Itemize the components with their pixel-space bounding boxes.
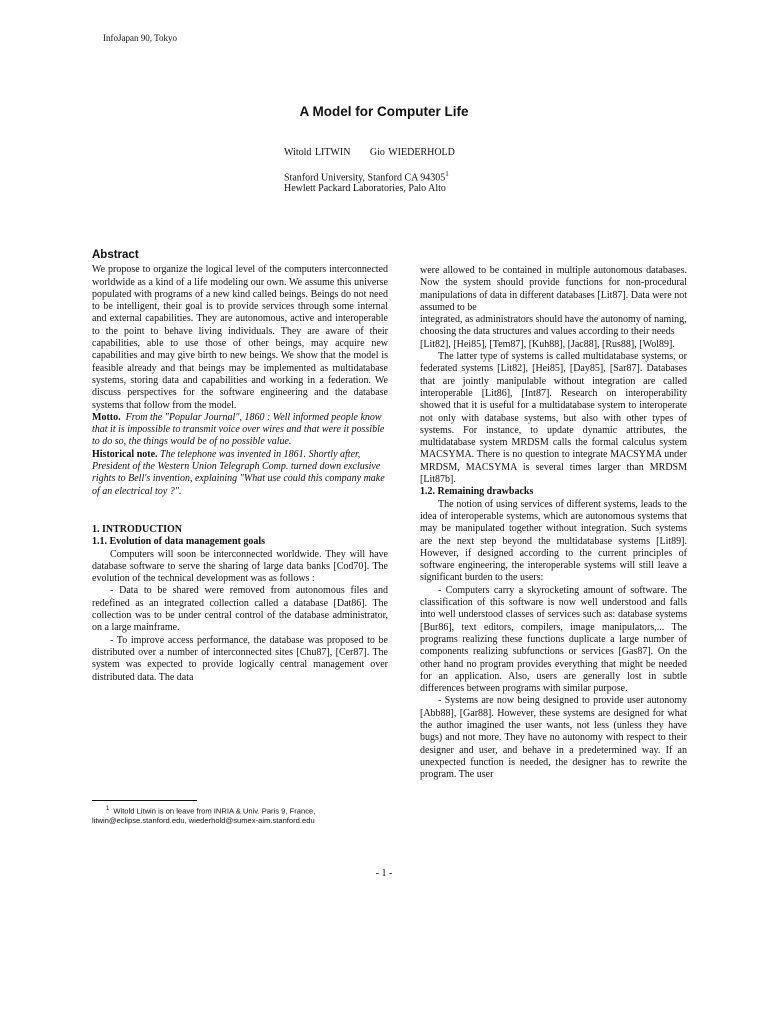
body-paragraph: The latter type of systems is called multidatabase systems, or federated systems [Lit82], [Hei85], [Day85], [Sar87]. Databases that are jointly manipulable without integration are called interoperable [Lit86], [Int87]. Research on interoperability showed that it is useful for a multidatabase system to interoperate not only with database systems, but also with other types of systems. For instance, to update dynamic attributes, the multidatabase system MRDSM calls the formal calculus system MACSYMA. There is no question to integrate MACSYMA under MRDSM, MACSYMA is several times larger than MRDSM [Lit87b]. (420, 351, 687, 486)
historical-note-text: The telephone was invented in 1861. Shortly after, President of the Western Union Telegraph Comp. turned down exclusive rights to Bell's invention, explaining "What use could this company make of an electrical toy ?". (92, 448, 385, 497)
footnote-line (92, 805, 392, 816)
motto (92, 412, 388, 449)
running-head: InfoJapan 90, Tokyo (103, 33, 177, 43)
page-number: - 1 - (375, 868, 393, 879)
section-heading: 1. INTRODUCTION (92, 523, 183, 535)
body-paragraph: - Computers carry a skyrocketing amount of software. The classification of this software is now well understood and falls into well understood classes of services such as: database systems [Bur86], text editors, compilers, image manipulators,... The programs realizing these functions duplicate a large number of components realizing subfunctions or services [Gas87]. On the other hand no program provides everything that might be needed for an application. Also, users are generally lost in subtle differences between programs with similar purpose. (420, 584, 687, 695)
body-paragraph: - Systems are now being designed to provide user autonomy [Abb88], [Gar88]. However, these systems are designed for what the author imagined the user wants, not less (unless they have bugs) and not more. They have no autonomy with respect to their designer and user, and behave in a predetermined way. If an unexpected function is needed, the designer has to rewrite the program. The user (420, 695, 687, 781)
body-paragraph: - Data to be shared were removed from autonomous files and redefined as an integrated collection called a database [Dat86]. The collection was to be under central control of the database administrator, on a large mainframe. (92, 585, 388, 634)
motto-text: From the "Popular Journal", 1860 : Well informed people know that it is impossible to transmit voice over wires and that were it possible to do so, the things would be of no possible value. (92, 411, 385, 448)
body-paragraph: integrated, as administrators should have the autonomy of naming, choosing the data structures and values according to their needs [Lit82], [Hei85], [Tem87], [Kuh88], [Jac88], [Rus88], [Wol89]. (420, 314, 687, 350)
author-name: Gio WIEDERHOLD (369, 147, 455, 158)
historical-note-label: Historical note. (92, 448, 158, 460)
abstract-heading: Abstract (92, 249, 139, 261)
abstract-text: We propose to organize the logical level of the computers interconnected worldwide as a kind of a life modeling our own. We assume this universe populated with programs of a new kind called beings. Beings do not need to be intelligent, their goal is to provide services through some internal and external capabilities. They are autonomous, active and interoperable to the point to behave living individuals. They are aware of their capabilities, able to use those of other beings, may acquire new capabilities and may give birth to new beings. We show that the model is feasible already and that beings may be implemented as multidatabase systems, storing data and capabilities and working in a federation. We discuss perspectives for the software engineering and the database systems that follow from the model. (92, 264, 388, 411)
historical-note (92, 449, 388, 498)
footnote (92, 805, 392, 826)
affiliation-text: Stanford University, Stanford CA 94305 (284, 172, 446, 184)
footnote-rule (92, 800, 197, 801)
body-paragraph: The notion of using services of different systems, leads to the idea of interoperable systems, which are autonomous systems that may be manipulated together without integration. Such systems are the next step beyond the multidatabase systems [Lit89]. However, if designed according to the current principles of software engineering, the interoperable systems will still leave a significant burden to the users: (420, 498, 687, 584)
author-line (284, 147, 455, 158)
footnote-line: litwin@eclipse.stanford.edu, wiederhold@sumex-aim.stanford.edu (92, 816, 315, 826)
body-paragraph: were allowed to be contained in multiple autonomous databases. Now the system should provide functions for non-procedural manipulations of data in different databases [Lit87]. Data were not assumed to be (420, 265, 687, 313)
right-column (420, 265, 687, 781)
footnote-mark: 1 (106, 806, 110, 812)
body-paragraph: - To improve access performance, the database was proposed to be distributed over a number of interconnected sites [Chu87], [Cer87]. The system was expected to provide logically central management over distributed data. The data (92, 634, 388, 683)
affiliation-line: Hewlett Packard Laboratories, Palo Alto (284, 183, 446, 194)
footnote-text: Witold Litwin is on leave from INRIA & Univ. Paris 9, France, (113, 806, 316, 816)
left-column (92, 249, 388, 684)
affiliation-line (284, 170, 449, 183)
subsection-heading: 1.2. Remaining drawbacks (420, 486, 534, 498)
subsection-heading: 1.1. Evolution of data management goals (92, 536, 266, 548)
author-name: Witold LITWIN (284, 147, 351, 158)
body-paragraph: Computers will soon be interconnected worldwide. They will have database software to serve the sharing of large data banks [Cod70]. The evolution of the technical development was as follows : (92, 548, 388, 585)
motto-label: Motto. (92, 411, 121, 423)
paper-title: A Model for Computer Life (299, 104, 469, 119)
footnote-mark: 1 (445, 170, 449, 178)
